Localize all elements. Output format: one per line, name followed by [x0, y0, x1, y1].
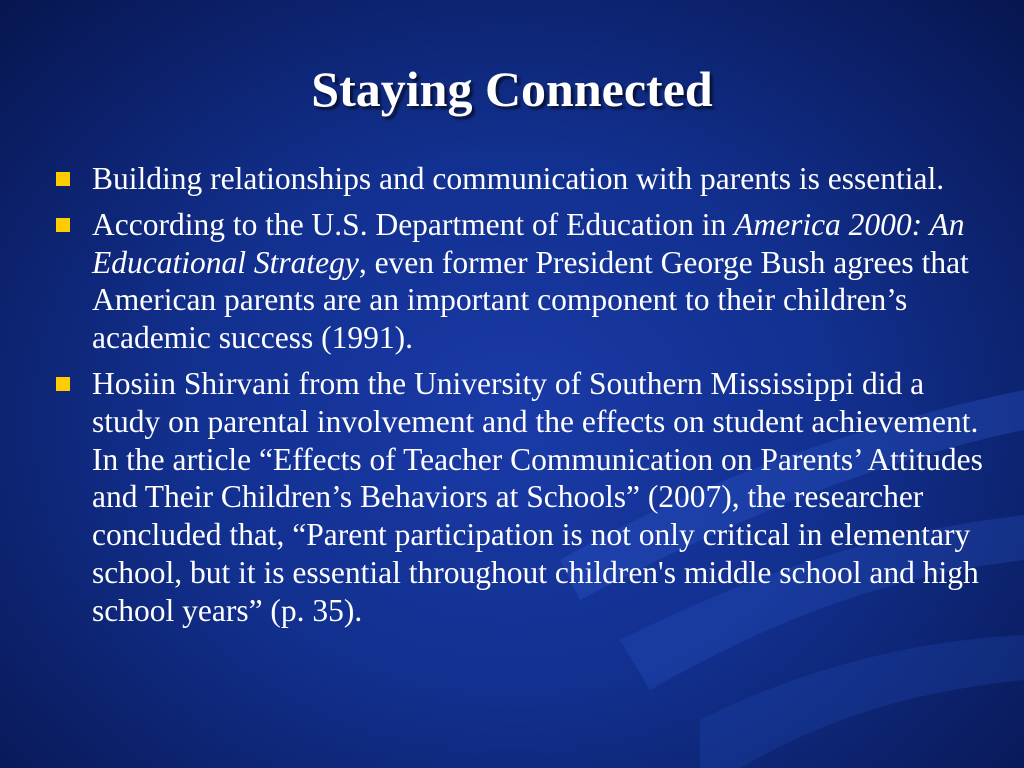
square-bullet-icon	[56, 218, 70, 232]
bullet-text-after: , even former President George Bush agrees that American parents are an important component to their children’s academic success (1991).	[92, 244, 969, 356]
bullet-item	[54, 365, 994, 630]
bullet-text: Hosiin Shirvani from the University of Southern Mississippi did a study on parental involvement and the effects on student achievement. In the article “Effects of Teacher Communication on Parents’ Attitudes and Their Children’s Behaviors at Schools” (2007), the researcher concluded that, “Parent participation is not only critical in elementary school, but it is essential throughout children's middle school and high school years” (p. 35).	[92, 365, 983, 628]
bullet-text-before: According to the U.S. Department of Education in	[92, 206, 735, 242]
square-bullet-icon	[56, 377, 70, 391]
bullet-text: Building relationships and communication with parents is essential.	[92, 161, 945, 196]
bullet-list	[54, 160, 994, 638]
bullet-text-italic-title: America 2000: An Educational Strategy	[92, 206, 965, 280]
bullet-item	[54, 160, 994, 198]
bullet-item	[54, 206, 994, 357]
slide-title: Staying Connected	[311, 61, 713, 117]
square-bullet-icon	[56, 172, 70, 186]
